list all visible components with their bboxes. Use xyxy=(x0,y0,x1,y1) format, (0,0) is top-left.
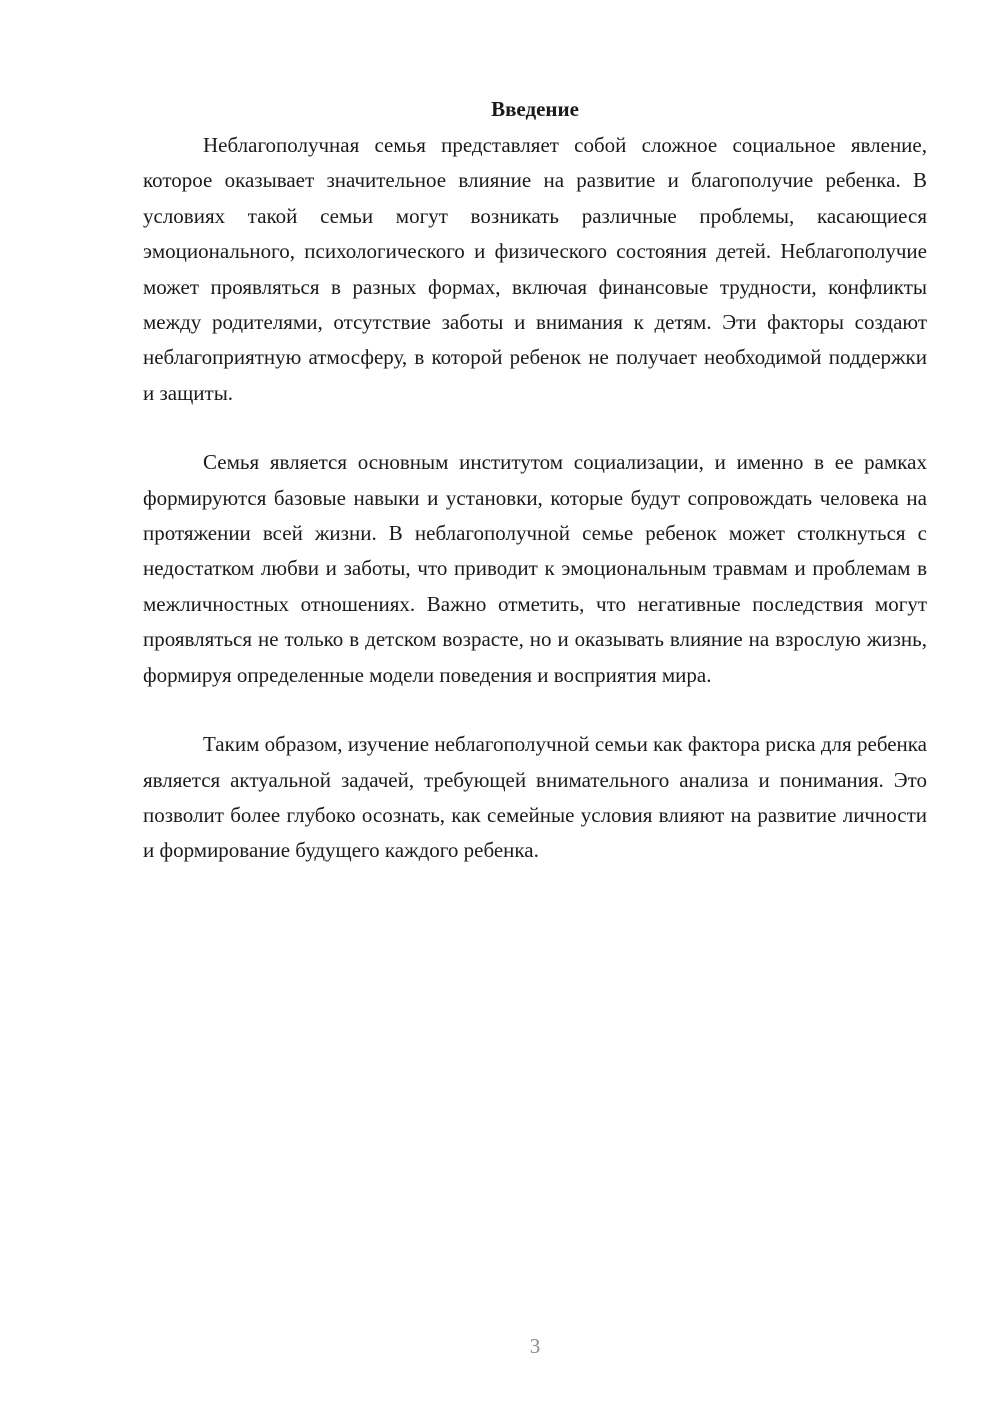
paragraph-3: Таким образом, изучение неблагополучной семьи как фактора риска для ребенка является актуальной задачей, требующей внимательного анализа и понимания. Это позволит более глубоко осознать, как семейные условия влияют на развитие личности и формирование будущего каждого ребенка. xyxy=(143,732,927,863)
page-number: 3 xyxy=(529,1334,541,1358)
paragraph-1: Неблагополучная семья представляет собой сложное социальное явление, которое оказывает значительное влияние на развитие и благополучие ребенка. В условиях такой семьи могут возникать различные проблемы, касающиеся эмоционального, психологического и физического состояния детей. Неблагополучие может проявляться в разных формах, включая финансовые трудности, конфликты между родителями, отсутствие заботы и внимания к детям. Эти факторы создают неблагоприятную атмосферу, в которой ребенок не получает необходимой поддержки и защиты. xyxy=(143,133,927,405)
section-heading: Введение xyxy=(491,97,579,121)
paragraph-2: Семья является основным институтом социализации, и именно в ее рамках формируются базовые навыки и установки, которые будут сопровождать человека на протяжении всей жизни. В неблагополучной семье ребенок может столкнуться с недостатком любви и заботы, что приводит к эмоциональным травмам и проблемам в межличностных отношениях. Важно отметить, что негативные последствия могут проявляться не только в детском возрасте, но и оказывать влияние на взрослую жизнь, формируя определенные модели поведения и восприятия мира. xyxy=(143,450,927,687)
document-body xyxy=(143,92,927,869)
